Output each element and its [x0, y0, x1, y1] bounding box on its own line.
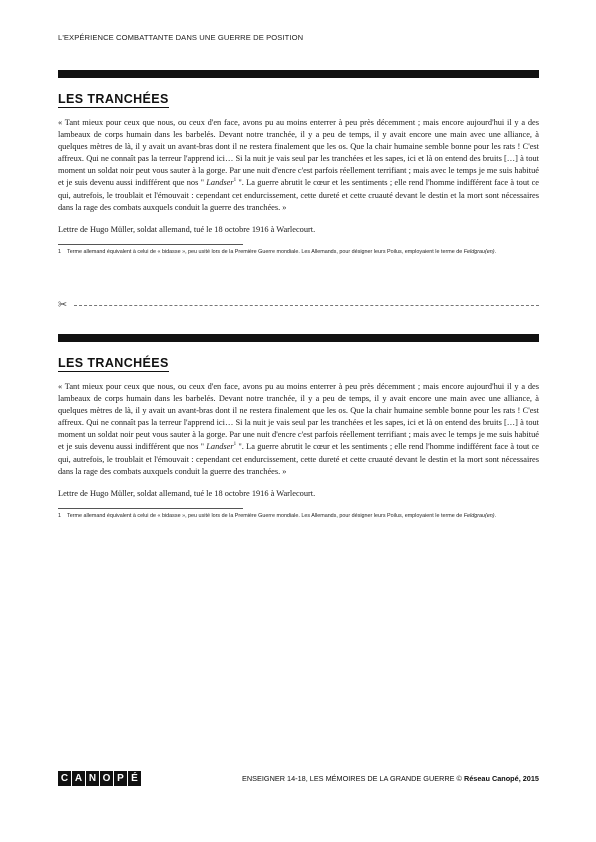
logo-letter: N — [86, 771, 99, 786]
section-1 — [58, 70, 539, 256]
scissors-icon: ✂ — [58, 298, 68, 311]
dashed-divider — [74, 305, 539, 306]
page-footer — [58, 771, 539, 791]
logo-letter: A — [72, 771, 85, 786]
logo-letter: O — [100, 771, 113, 786]
section-title: LES TRANCHÉES — [58, 356, 169, 370]
footnote-ref[interactable]: 1 — [233, 178, 237, 184]
footer-credit: ENSEIGNER 14-18, LES MÉMOIRES DE LA GRANDE GUERRE © Réseau Canopé, 2015 — [242, 774, 539, 783]
cut-line — [58, 300, 539, 310]
section-rule — [58, 70, 539, 78]
canope-logo[interactable] — [58, 771, 141, 786]
logo-letter: P — [114, 771, 127, 786]
footnote-divider — [58, 244, 243, 245]
letter-source: Lettre de Hugo Müller, soldat allemand, tué le 18 octobre 1916 à Warlecourt. — [58, 224, 316, 234]
logo-letter: C — [58, 771, 71, 786]
footnote: 1 Terme allemand équivalent à celui de « bidasse », peu usité lors de la Première Guerre mondiale. Les Allemands, pour désigner leurs Poilus, employaient le terme de Feldgrau(en). — [58, 512, 497, 519]
running-header: L'EXPÉRIENCE COMBATTANTE DANS UNE GUERRE DE POSITION — [58, 33, 304, 42]
term-landser: Landser — [206, 178, 234, 188]
footnote-divider — [58, 508, 243, 509]
footnote: 1 Terme allemand équivalent à celui de « bidasse », peu usité lors de la Première Guerre mondiale. Les Allemands, pour désigner leurs Poilus, employaient le terme de Feldgrau(en). — [58, 248, 497, 255]
section-2 — [58, 334, 539, 520]
section-title: LES TRANCHÉES — [58, 92, 169, 106]
letter-quote: « Tant mieux pour ceux que nous, ou ceux d'en face, avons pu au moins enterrer à peu près décemment ; mais encore aujourd'hui il y a des lambeaux de corps humain dans les barbelés. Devant notre tranchée, il y a peu de temps, il y avait encore une main avec une alliance, à quelques mètres de là, il y avait un avant-bras dont il ne restera finalement que les os. Que la chair humaine semble bonne pour les rats ! C'est affreux. Qui ne connaît pas la terreur l'apprend ici… Si la nuit je vais seul par les tranchées et les sapes, ici et là on entend des bruits […] à tout moment un soldat noir peut vous sauter à la gorge. Par une nuit d'encre c'est parfois réellement terrifiant ; mais avec le temps je me suis habitué et je suis devenu aussi indifférent que nos " Landser$^1$ ". La guerre abrutit le cœur et les sentiments ; elle rend l'homme indifférent face à tout ce qui, autrefois, le troublait et l'émouvait : cependant cet endurcissement, cette dureté et cette cruauté devant le destin et la mort sont nécessaires dans la rage des combats auxquels conduit la guerre des tranchées. » — [58, 118, 539, 212]
footnote-ref[interactable]: 1 — [233, 442, 237, 448]
letter-quote: « Tant mieux pour ceux que nous, ou ceux d'en face, avons pu au moins enterrer à peu près décemment ; mais encore aujourd'hui il y a des lambeaux de corps humain dans les barbelés. Devant notre tranchée, il y a peu de temps, il y avait encore une main avec une alliance, à quelques mètres de là, il y avait un avant-bras dont il ne restera finalement que les os. Que la chair humaine semble bonne pour les rats ! C'est affreux. Qui ne connaît pas la terreur l'apprend ici… Si la nuit je vais seul par les tranchées et les sapes, ici et là on entend des bruits […] à tout moment un soldat noir peut vous sauter à la gorge. Par une nuit d'encre c'est parfois réellement terrifiant ; mais avec le temps je me suis habitué et je suis devenu aussi indifférent que nos " Landser$^1$ ". La guerre abrutit le cœur et les sentiments ; elle rend l'homme indifférent face à tout ce qui, autrefois, le troublait et l'émouvait : cependant cet endurcissement, cette dureté et cette cruauté devant le destin et la mort sont nécessaires dans la rage des combats auxquels conduit la guerre des tranchées. » — [58, 382, 539, 476]
section-rule — [58, 334, 539, 342]
logo-letter: É — [128, 771, 141, 786]
letter-source: Lettre de Hugo Müller, soldat allemand, tué le 18 octobre 1916 à Warlecourt. — [58, 488, 316, 498]
term-landser: Landser — [206, 442, 234, 452]
